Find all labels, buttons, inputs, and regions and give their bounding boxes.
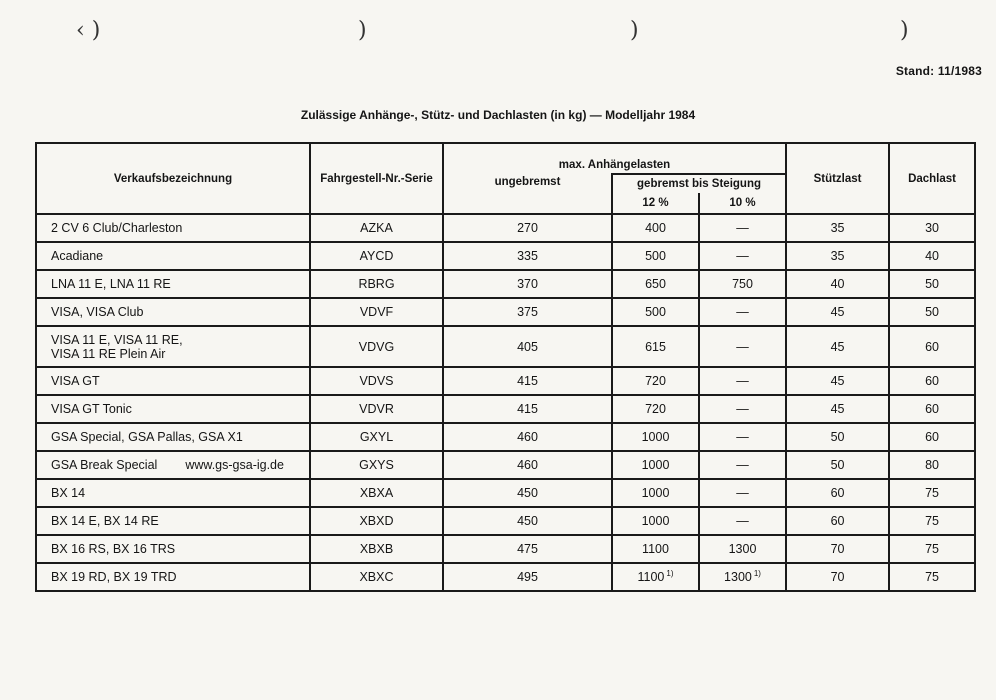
table-row bbox=[36, 326, 975, 367]
vehicle-name-cell bbox=[36, 395, 310, 423]
nose-load: 40 bbox=[786, 270, 889, 298]
unbraked-load: 415 bbox=[443, 367, 612, 395]
nose-load: 70 bbox=[786, 535, 889, 563]
vehicle-name-cell bbox=[36, 423, 310, 451]
nose-load: 50 bbox=[786, 451, 889, 479]
vehicle-name-cell bbox=[36, 563, 310, 591]
col-header-roof-load: Dachlast bbox=[889, 143, 975, 214]
roof-load: 30 bbox=[889, 214, 975, 242]
chassis-series: XBXC bbox=[310, 563, 443, 591]
braked-10pct-load bbox=[699, 507, 786, 535]
unbraked-load: 460 bbox=[443, 451, 612, 479]
unbraked-load: 475 bbox=[443, 535, 612, 563]
braked-10pct-value: — bbox=[736, 374, 749, 388]
chassis-series: VDVS bbox=[310, 367, 443, 395]
braked-10pct-load bbox=[699, 563, 786, 591]
date-stamp: Stand: 11/1983 bbox=[895, 64, 982, 78]
col-header-braked: gebremst bis Steigung bbox=[612, 174, 786, 193]
col-header-max-load: max. Anhängelasten bbox=[443, 143, 786, 174]
col-header-unbraked: ungebremst bbox=[443, 174, 612, 214]
braked-12pct-value: 500 bbox=[645, 249, 666, 263]
roof-load: 50 bbox=[889, 298, 975, 326]
braked-12pct-load bbox=[612, 298, 699, 326]
table-row bbox=[36, 214, 975, 242]
table-row bbox=[36, 563, 975, 591]
braked-12pct-load bbox=[612, 395, 699, 423]
braked-12pct-value: 650 bbox=[645, 277, 666, 291]
vehicle-name: BX 14 bbox=[51, 486, 86, 500]
vehicle-name: VISA GT bbox=[51, 374, 100, 388]
braked-12pct-value: 720 bbox=[645, 374, 666, 388]
braked-10pct-value: — bbox=[736, 221, 749, 235]
braked-10pct-load bbox=[699, 535, 786, 563]
roof-load: 60 bbox=[889, 326, 975, 367]
vehicle-name: BX 16 RS, BX 16 TRS bbox=[51, 542, 176, 556]
punch-hole-mark: ) bbox=[900, 18, 909, 43]
table-row bbox=[36, 451, 975, 479]
braked-10pct-load bbox=[699, 395, 786, 423]
braked-10pct-value: — bbox=[736, 486, 749, 500]
table-row bbox=[36, 367, 975, 395]
braked-10pct-load bbox=[699, 479, 786, 507]
roof-load: 75 bbox=[889, 535, 975, 563]
braked-10pct-load bbox=[699, 423, 786, 451]
nose-load: 45 bbox=[786, 326, 889, 367]
nose-load: 45 bbox=[786, 298, 889, 326]
roof-load: 75 bbox=[889, 479, 975, 507]
col-header-10pct: 10 % bbox=[699, 193, 786, 214]
footnote-marker: 1) bbox=[753, 569, 761, 579]
braked-10pct-value: — bbox=[736, 458, 749, 472]
braked-12pct-load bbox=[612, 423, 699, 451]
page-title: Zulässige Anhänge-, Stütz- und Dachlasten (in kg) — Modelljahr 1984 bbox=[300, 108, 696, 122]
table-row bbox=[36, 479, 975, 507]
chassis-series: VDVR bbox=[310, 395, 443, 423]
vehicle-name-cell bbox=[36, 451, 310, 479]
unbraked-load: 450 bbox=[443, 479, 612, 507]
vehicle-name: GSA Special, GSA Pallas, GSA X1 bbox=[51, 430, 243, 444]
vehicle-name-cell bbox=[36, 535, 310, 563]
chassis-series: GXYS bbox=[310, 451, 443, 479]
braked-12pct-value: 400 bbox=[645, 221, 666, 235]
vehicle-name-cell bbox=[36, 507, 310, 535]
braked-10pct-load bbox=[699, 326, 786, 367]
nose-load: 60 bbox=[786, 507, 889, 535]
roof-load: 60 bbox=[889, 423, 975, 451]
punch-hole-mark: ) bbox=[630, 18, 639, 43]
vehicle-name-cell bbox=[36, 367, 310, 395]
vehicle-name-cell bbox=[36, 270, 310, 298]
punch-hole-mark: ‹ ) bbox=[76, 18, 101, 43]
chassis-series: AZKA bbox=[310, 214, 443, 242]
braked-12pct-value: 615 bbox=[645, 339, 666, 354]
vehicle-name: GSA Break Special bbox=[51, 458, 158, 472]
nose-load: 60 bbox=[786, 479, 889, 507]
braked-12pct-value: 1100 bbox=[642, 542, 669, 556]
braked-12pct-load bbox=[612, 367, 699, 395]
braked-10pct-value: 1300 bbox=[724, 570, 752, 585]
col-header-chassis: Fahrgestell-Nr.-Serie bbox=[310, 143, 443, 214]
chassis-series: AYCD bbox=[310, 242, 443, 270]
braked-12pct-load bbox=[612, 507, 699, 535]
unbraked-load: 460 bbox=[443, 423, 612, 451]
vehicle-name: Acadiane bbox=[51, 249, 104, 263]
vehicle-name: BX 14 E, BX 14 RE bbox=[51, 514, 159, 528]
unbraked-load: 405 bbox=[443, 326, 612, 367]
braked-10pct-value: — bbox=[736, 249, 749, 263]
braked-10pct-load bbox=[699, 270, 786, 298]
table-row bbox=[36, 423, 975, 451]
braked-10pct-load bbox=[699, 451, 786, 479]
braked-12pct-load bbox=[612, 326, 699, 367]
col-header-12pct: 12 % bbox=[612, 193, 699, 214]
vehicle-name: VISA, VISA Club bbox=[51, 305, 144, 319]
braked-12pct-value: 1000 bbox=[641, 430, 670, 444]
vehicle-name-cell bbox=[36, 242, 310, 270]
vehicle-name: VISA 11 E, VISA 11 RE, bbox=[51, 332, 183, 347]
braked-10pct-load bbox=[699, 242, 786, 270]
load-table bbox=[35, 142, 976, 592]
roof-load: 60 bbox=[889, 395, 975, 423]
footnote-marker: 1) bbox=[666, 569, 674, 579]
unbraked-load: 415 bbox=[443, 395, 612, 423]
unbraked-load: 495 bbox=[443, 563, 612, 591]
chassis-series: XBXB bbox=[310, 535, 443, 563]
vehicle-name-cell bbox=[36, 214, 310, 242]
table-row bbox=[36, 535, 975, 563]
col-header-nose-load: Stützlast bbox=[786, 143, 889, 214]
table-row bbox=[36, 507, 975, 535]
chassis-series: VDVG bbox=[310, 326, 443, 367]
vehicle-name: VISA GT Tonic bbox=[51, 402, 132, 416]
nose-load: 35 bbox=[786, 214, 889, 242]
braked-12pct-load bbox=[612, 242, 699, 270]
chassis-series: RBRG bbox=[310, 270, 443, 298]
roof-load: 75 bbox=[889, 563, 975, 591]
unbraked-load: 450 bbox=[443, 507, 612, 535]
braked-10pct-value: — bbox=[736, 305, 749, 319]
col-header-name: Verkaufsbezeichnung bbox=[36, 143, 310, 214]
unbraked-load: 370 bbox=[443, 270, 612, 298]
roof-load: 40 bbox=[889, 242, 975, 270]
braked-10pct-value: 1300 bbox=[728, 542, 757, 556]
chassis-series: XBXD bbox=[310, 507, 443, 535]
chassis-series: XBXA bbox=[310, 479, 443, 507]
braked-12pct-load bbox=[612, 563, 699, 591]
nose-load: 50 bbox=[786, 423, 889, 451]
nose-load: 45 bbox=[786, 367, 889, 395]
braked-10pct-value: — bbox=[736, 402, 749, 416]
braked-12pct-load bbox=[612, 451, 699, 479]
roof-load: 80 bbox=[889, 451, 975, 479]
braked-10pct-load bbox=[699, 298, 786, 326]
braked-10pct-load bbox=[699, 214, 786, 242]
punch-hole-mark: ) bbox=[358, 18, 367, 43]
table-row bbox=[36, 395, 975, 423]
vehicle-name: BX 19 RD, BX 19 TRD bbox=[51, 570, 177, 584]
braked-12pct-value: 1000 bbox=[641, 514, 670, 528]
unbraked-load: 270 bbox=[443, 214, 612, 242]
nose-load: 45 bbox=[786, 395, 889, 423]
braked-12pct-value: 500 bbox=[645, 305, 666, 319]
braked-12pct-value: 1000 bbox=[641, 458, 670, 472]
braked-12pct-load bbox=[612, 479, 699, 507]
nose-load: 70 bbox=[786, 563, 889, 591]
braked-10pct-load bbox=[699, 367, 786, 395]
vehicle-name: LNA 11 E, LNA 11 RE bbox=[51, 277, 171, 291]
vehicle-name-line2: VISA 11 RE Plein Air bbox=[51, 346, 166, 361]
braked-12pct-load bbox=[612, 535, 699, 563]
vehicle-name-cell bbox=[36, 298, 310, 326]
vehicle-name: 2 CV 6 Club/Charleston bbox=[51, 221, 183, 235]
roof-load: 75 bbox=[889, 507, 975, 535]
vehicle-name-cell bbox=[36, 479, 310, 507]
braked-12pct-load bbox=[612, 214, 699, 242]
table-row bbox=[36, 270, 975, 298]
unbraked-load: 335 bbox=[443, 242, 612, 270]
roof-load: 50 bbox=[889, 270, 975, 298]
vehicle-name-cell bbox=[36, 326, 310, 367]
chassis-series: VDVF bbox=[310, 298, 443, 326]
braked-12pct-value: 1100 bbox=[637, 570, 665, 585]
chassis-series: GXYL bbox=[310, 423, 443, 451]
braked-10pct-value: 750 bbox=[732, 277, 753, 291]
braked-12pct-value: 720 bbox=[645, 402, 666, 416]
braked-10pct-value: — bbox=[736, 339, 749, 354]
website-url: www.gs-gsa-ig.de bbox=[185, 458, 284, 472]
braked-10pct-value: — bbox=[736, 430, 749, 444]
unbraked-load: 375 bbox=[443, 298, 612, 326]
roof-load: 60 bbox=[889, 367, 975, 395]
braked-12pct-load bbox=[612, 270, 699, 298]
braked-12pct-value: 1000 bbox=[641, 486, 670, 500]
braked-10pct-value: — bbox=[736, 514, 749, 528]
table-row bbox=[36, 298, 975, 326]
table-row bbox=[36, 242, 975, 270]
nose-load: 35 bbox=[786, 242, 889, 270]
